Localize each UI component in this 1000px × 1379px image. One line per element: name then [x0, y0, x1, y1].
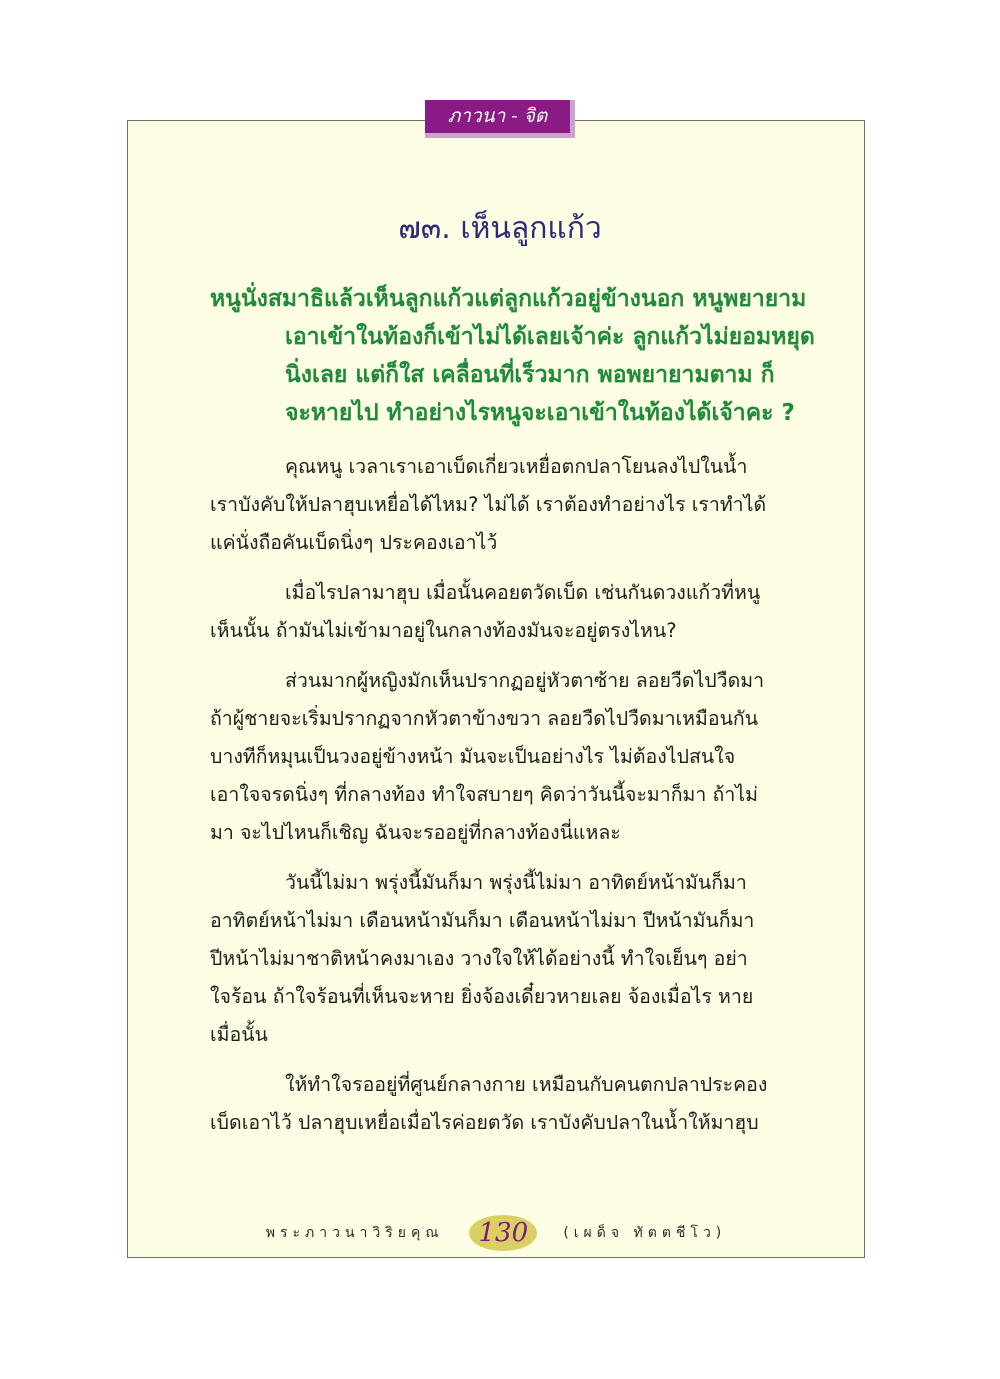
question-line: เอาเข้าในท้องก็เข้าไม่ได้เลยเจ้าค่ะ ลูกแก้วไม่ยอมหยุด — [285, 324, 815, 350]
text-line: มา จะไปไหนก็เชิญ ฉันจะรออยู่ที่กลางท้องนี่แหละ — [210, 821, 621, 844]
paragraph — [210, 448, 795, 562]
text-line: บางทีก็หมุนเป็นวงอยู่ข้างหน้า มันจะเป็นอย่างไร ไม่ต้องไปสนใจ — [210, 745, 736, 768]
text-line: เมื่อนั้น — [210, 1023, 268, 1046]
paragraph — [210, 864, 795, 1054]
text-line: เราบังคับให้ปลาฮุบเหยื่อได้ไหม? ไม่ได้ เราต้องทำอย่างไร เราทำได้ — [210, 493, 767, 516]
question-line: หนูนั่งสมาธิแล้วเห็นลูกแก้วแต่ลูกแก้วอยู่ข้างนอก หนูพยายาม — [210, 286, 807, 312]
chapter-title: ๗๓. เห็นลูกแก้ว — [398, 211, 602, 246]
question-block — [210, 280, 815, 432]
page-number: 130 — [469, 1215, 537, 1251]
text-line: แค่นั่งถือคันเบ็ดนิ่งๆ ประคองเอาไว้ — [210, 531, 498, 554]
text-line: ถ้าผู้ชายจะเริ่มปรากฏจากหัวตาข้างขวา ลอยวืดไปวืดมาเหมือนกัน — [210, 707, 759, 730]
text-line: ให้ทำใจรออยู่ที่ศูนย์กลางกาย เหมือนกับคนตกปลาประคอง — [285, 1073, 768, 1096]
text-line: เบ็ดเอาไว้ ปลาฮุบเหยื่อเมื่อไรค่อยตวัด เราบังคับปลาในน้ำให้มาฮุบ — [210, 1111, 759, 1134]
paragraph — [210, 1066, 795, 1142]
text-line: ใจร้อน ถ้าใจร้อนที่เห็นจะหาย ยิ่งจ้องเดี๋ยวหายเลย จ้องเมื่อไร หาย — [210, 985, 754, 1008]
paragraph — [210, 662, 795, 852]
text-line: เอาใจจรดนิ่งๆ ที่กลางท้อง ทำใจสบายๆ คิดว่าวันนี้จะมาก็มา ถ้าไม่ — [210, 783, 758, 806]
text-line: อาทิตย์หน้าไม่มา เดือนหน้ามันก็มา เดือนหน้าไม่มา ปีหน้ามันก็มา — [210, 909, 755, 932]
paragraph — [210, 574, 795, 650]
question-line: จะหายไป ทำอย่างไรหนูจะเอาเข้าในท้องได้เจ้าคะ ? — [285, 400, 795, 426]
text-line: ส่วนมากผู้หญิงมักเห็นปรากฏอยู่หัวตาซ้าย ลอยวืดไปวืดมา — [285, 669, 765, 692]
book-title: พระภาวนาวิริยคุณ — [265, 1225, 444, 1241]
question-line: นิ่งเลย แต่ก็ใส เคลื่อนที่เร็วมาก พอพยายามตาม ก็ — [285, 362, 775, 388]
author-name: (เผด็จ ทัตตชีโว) — [563, 1225, 727, 1241]
text-line: ปีหน้าไม่มาชาติหน้าคงมาเอง วางใจให้ได้อย่างนี้ ทำใจเย็นๆ อย่า — [210, 947, 748, 970]
page-footer — [127, 1208, 865, 1258]
text-line: เมื่อไรปลามาฮุบ เมื่อนั้นคอยตวัดเบ็ด เช่นกันดวงแก้วที่หนู — [285, 581, 761, 604]
answer-body — [210, 448, 795, 1154]
text-line: เห็นนั้น ถ้ามันไม่เข้ามาอยู่ในกลางท้องมันจะอยู่ตรงไหน? — [210, 619, 677, 642]
text-line: วันนี้ไม่มา พรุ่งนี้มันก็มา พรุ่งนี้ไม่มา อาทิตย์หน้ามันก็มา — [285, 871, 747, 894]
text-line: คุณหนู เวลาเราเอาเบ็ดเกี่ยวเหยื่อตกปลาโยนลงไปในน้ำ — [285, 455, 748, 478]
section-tab: ภาวนา - จิต — [425, 100, 575, 138]
